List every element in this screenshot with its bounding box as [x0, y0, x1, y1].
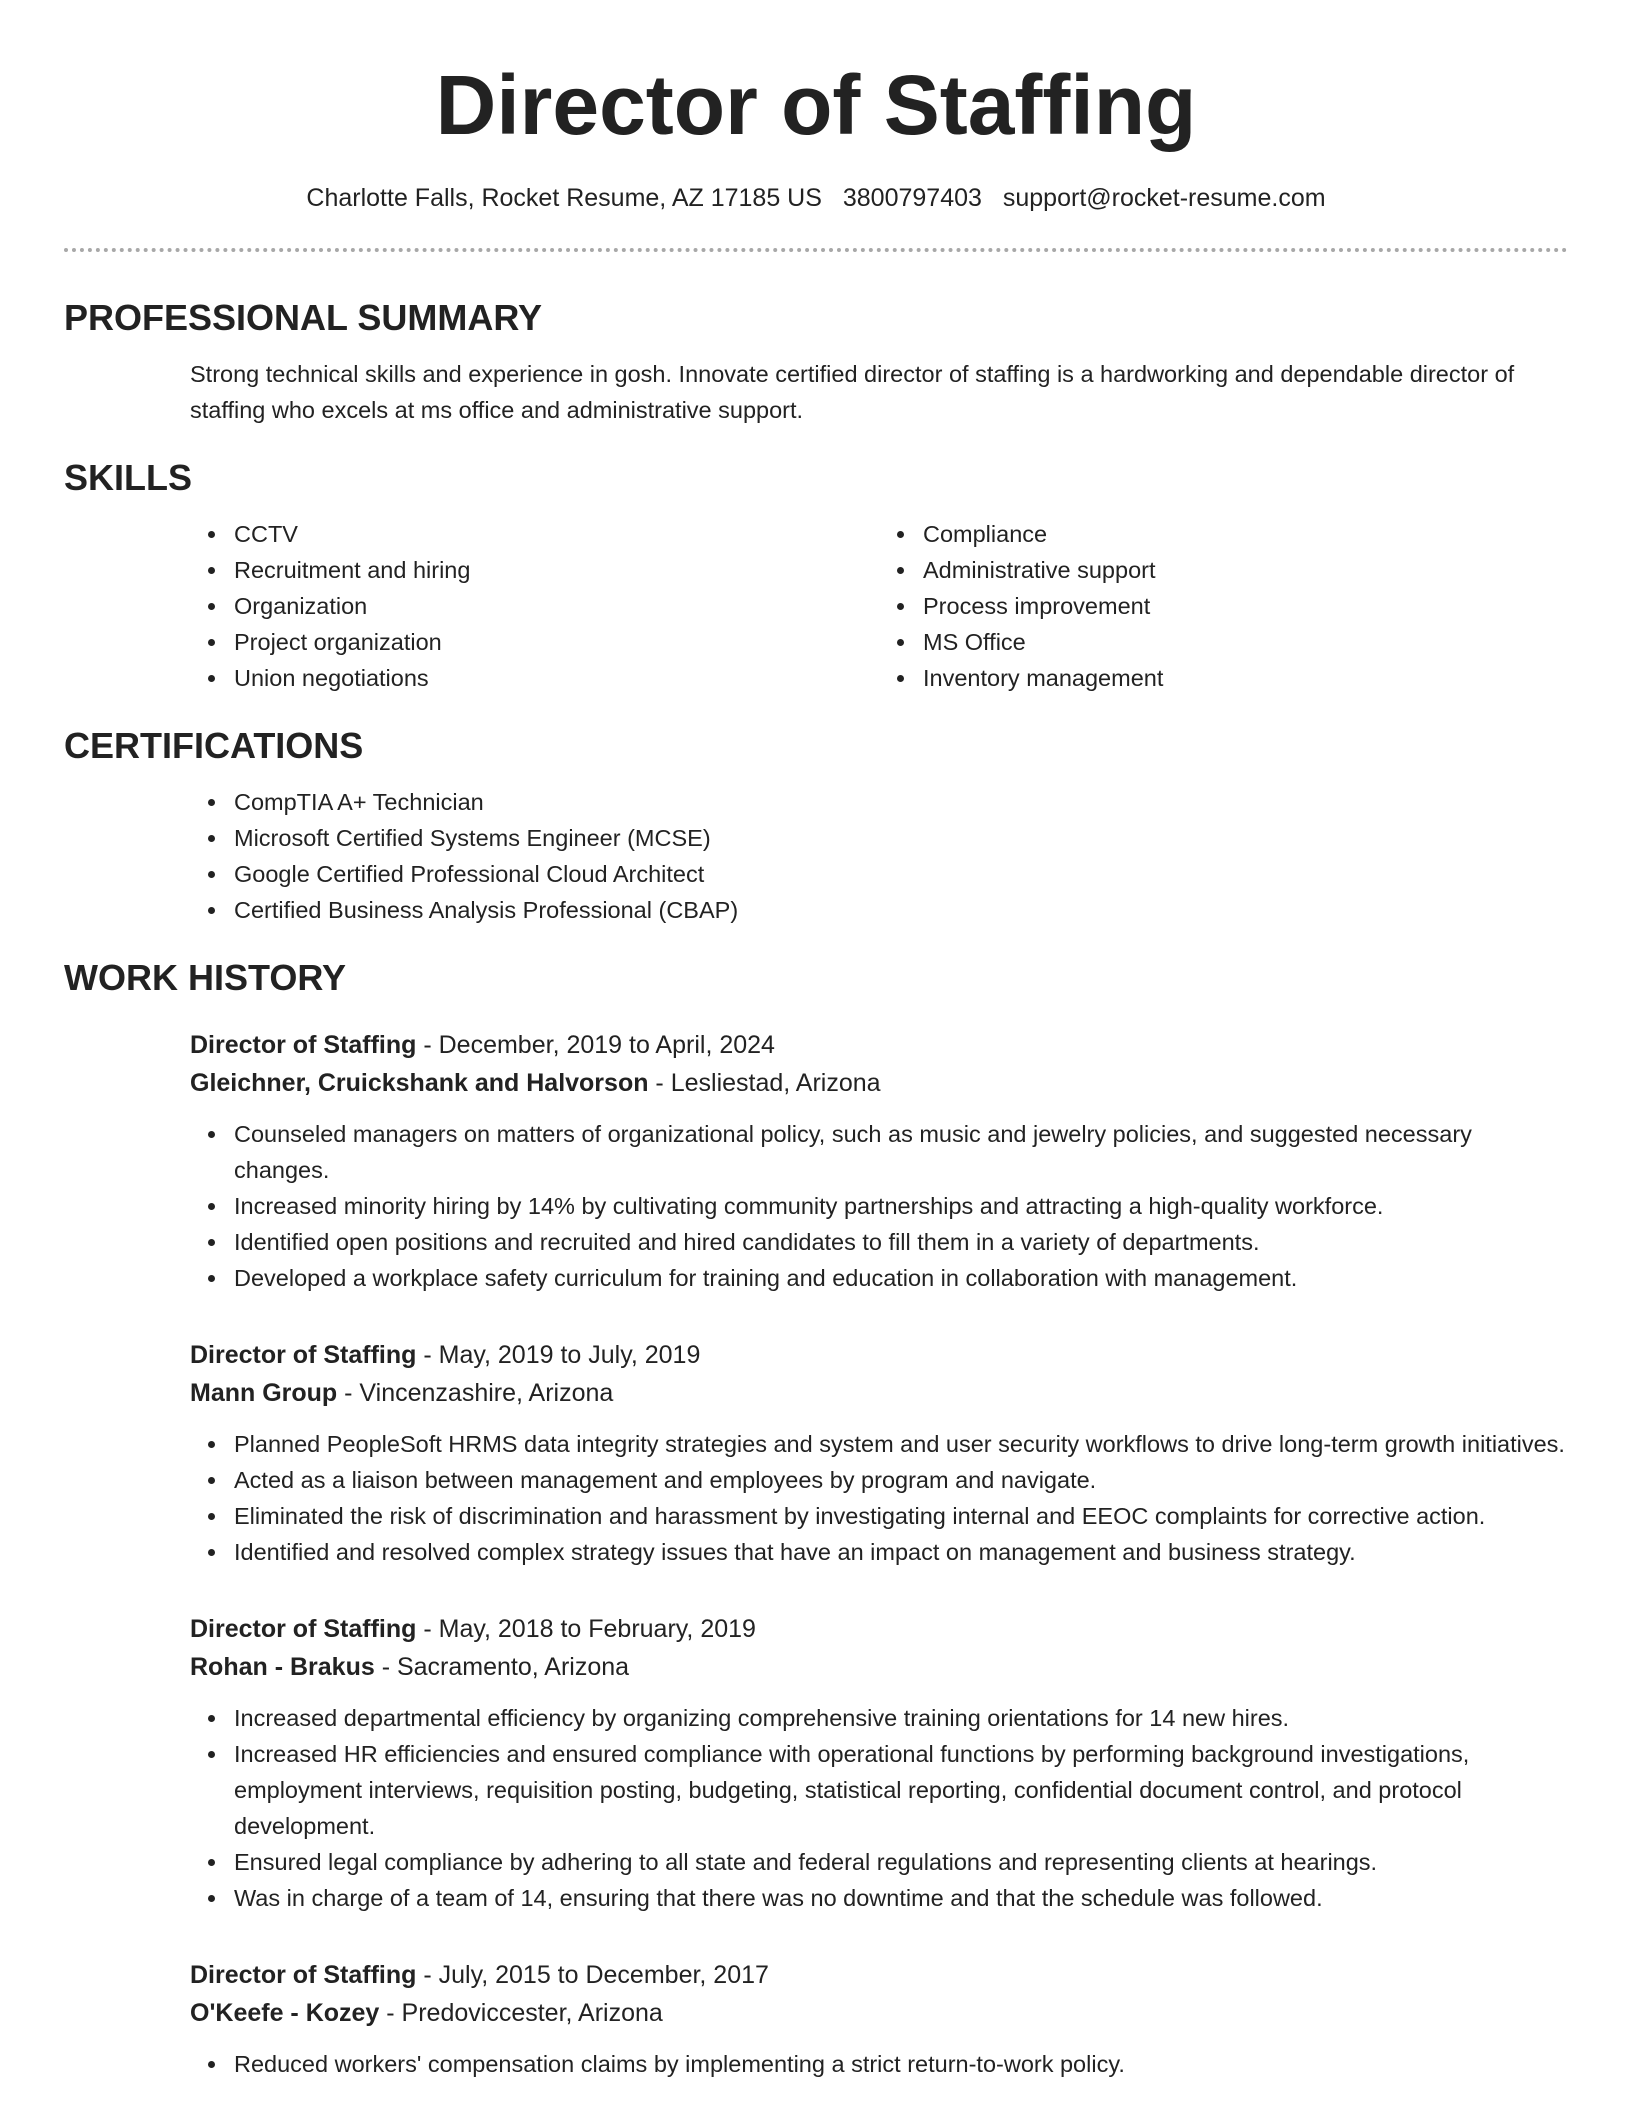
job-company: Gleichner, Cruickshank and Halvorson [190, 1069, 649, 1097]
job-bullet: Reduced workers' compensation claims by implementing a strict return-to-work policy. [234, 2046, 1568, 2082]
job-dates: - July, 2015 to December, 2017 [416, 1961, 769, 1989]
certifications-section [64, 724, 1568, 928]
skill-item: Recruitment and hiring [234, 552, 879, 588]
job-role: Director of Staffing [190, 1615, 417, 1643]
job-company: O'Keefe - Kozey [190, 1999, 380, 2027]
summary-section [64, 296, 1568, 428]
contact-address: Charlotte Falls, Rocket Resume, AZ 17185 US [306, 184, 822, 212]
job-role-line [190, 1956, 1568, 1994]
job-company-line [190, 1064, 1568, 1102]
skills-heading: SKILLS [64, 457, 193, 498]
job-role: Director of Staffing [190, 1341, 417, 1369]
job-company: Mann Group [190, 1379, 338, 1407]
skill-item: Organization [234, 588, 879, 624]
summary-text: Strong technical skills and experience in gosh. Innovate certified director of staffing is a hardworking and dependable director of staffing who excels at ms office and administrative support. [190, 361, 1515, 423]
job-company-line [190, 1648, 1568, 1686]
contact-email[interactable]: support@rocket-resume.com [1002, 184, 1326, 212]
job-bullet: Ensured legal compliance by adhering to all state and federal regulations and representing clients at hearings. [234, 1844, 1568, 1880]
job-location: - Vincenzashire, Arizona [337, 1379, 614, 1407]
header-divider [64, 248, 1568, 252]
job-entry [190, 1026, 1568, 1296]
job-bullets [190, 1700, 1568, 1916]
job-location: - Lesliestad, Arizona [648, 1069, 881, 1097]
certification-item: CompTIA A+ Technician [234, 784, 1568, 820]
job-location: - Sacramento, Arizona [374, 1653, 630, 1681]
job-bullets [190, 1426, 1568, 1570]
certification-item: Microsoft Certified Systems Engineer (MCSE) [234, 820, 1568, 856]
job-dates: - December, 2019 to April, 2024 [416, 1031, 775, 1059]
job-location: - Predoviccester, Arizona [379, 1999, 663, 2027]
skill-item: Compliance [923, 516, 1568, 552]
job-bullets [190, 1116, 1568, 1296]
job-dates: - May, 2018 to February, 2019 [416, 1615, 756, 1643]
job-role: Director of Staffing [190, 1961, 417, 1989]
job-bullet: Developed a workplace safety curriculum for training and education in collaboration with management. [234, 1260, 1568, 1296]
certifications-list [190, 784, 1568, 928]
job-entry [190, 1336, 1568, 1570]
job-dates: - May, 2019 to July, 2019 [416, 1341, 701, 1369]
skill-item: Inventory management [923, 660, 1568, 696]
skills-grid [190, 516, 1568, 696]
job-entry [190, 1956, 1568, 2082]
job-bullet: Acted as a liaison between management and employees by program and navigate. [234, 1462, 1568, 1498]
skills-list-right [879, 516, 1568, 696]
job-bullet: Identified and resolved complex strategy issues that have an impact on management and business strategy. [234, 1534, 1568, 1570]
contact-phone[interactable]: 3800797403 [842, 184, 982, 212]
job-bullet: Eliminated the risk of discrimination and harassment by investigating internal and EEOC complaints for corrective action. [234, 1498, 1568, 1534]
work-history-section [64, 956, 1568, 2082]
summary-heading: PROFESSIONAL SUMMARY [64, 297, 543, 338]
job-bullet: Identified open positions and recruited and hired candidates to fill them in a variety of departments. [234, 1224, 1568, 1260]
job-company: Rohan - Brakus [190, 1653, 375, 1681]
job-bullets [190, 2046, 1568, 2082]
job-bullet: Increased HR efficiencies and ensured compliance with operational functions by performing background investigations, employment interviews, requisition posting, budgeting, statistical reporting, confidential document control, and protocol development. [234, 1736, 1568, 1844]
job-bullet: Counseled managers on matters of organizational policy, such as music and jewelry policies, and suggested necessary changes. [234, 1116, 1568, 1188]
skill-item: Process improvement [923, 588, 1568, 624]
job-bullet: Increased minority hiring by 14% by cultivating community partnerships and attracting a high-quality workforce. [234, 1188, 1568, 1224]
job-bullet: Planned PeopleSoft HRMS data integrity strategies and system and user security workflows to drive long-term growth initiatives. [234, 1426, 1568, 1462]
job-company-line [190, 1374, 1568, 1412]
job-company-line [190, 1994, 1568, 2032]
skills-list-left [190, 516, 879, 696]
job-entry [190, 1610, 1568, 1916]
skill-item: Administrative support [923, 552, 1568, 588]
skill-item: Project organization [234, 624, 879, 660]
contact-line [64, 180, 1568, 216]
resume-header [64, 0, 1568, 216]
skills-section [64, 456, 1568, 696]
certification-item: Certified Business Analysis Professional (CBAP) [234, 892, 1568, 928]
job-role-line [190, 1610, 1568, 1648]
skill-item: CCTV [234, 516, 879, 552]
work-history-heading: WORK HISTORY [64, 957, 347, 998]
job-bullet: Increased departmental efficiency by organizing comprehensive training orientations for 14 new hires. [234, 1700, 1568, 1736]
certification-item: Google Certified Professional Cloud Architect [234, 856, 1568, 892]
skill-item: Union negotiations [234, 660, 879, 696]
job-role-line [190, 1026, 1568, 1064]
job-role-line [190, 1336, 1568, 1374]
certifications-heading: CERTIFICATIONS [64, 725, 364, 766]
skill-item: MS Office [923, 624, 1568, 660]
job-role: Director of Staffing [190, 1031, 417, 1059]
job-bullet: Was in charge of a team of 14, ensuring that there was no downtime and that the schedule was followed. [234, 1880, 1568, 1916]
candidate-title: Director of Staffing [435, 58, 1197, 152]
